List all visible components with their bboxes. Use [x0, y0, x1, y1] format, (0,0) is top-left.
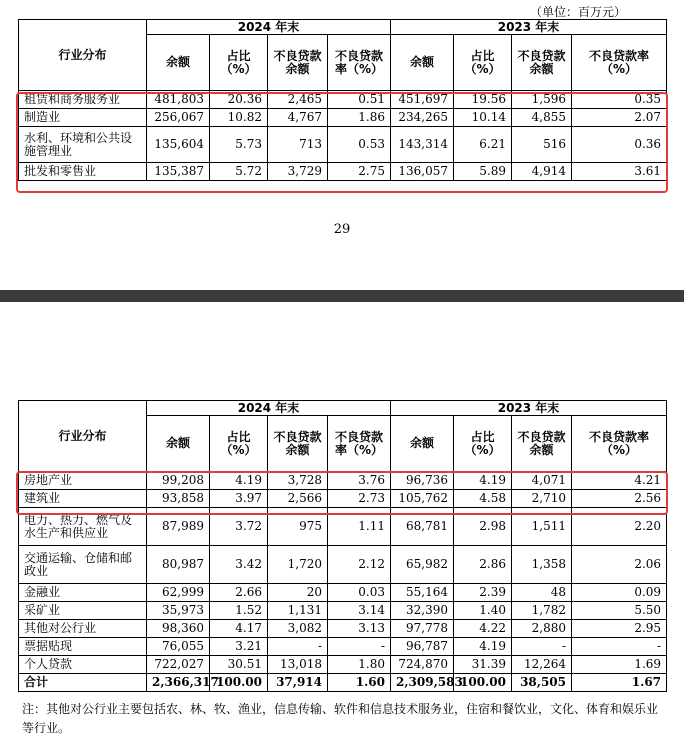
industry-name-cell: 房地产业	[19, 472, 147, 490]
value-cell-b23: 65,982	[391, 546, 454, 584]
value-cell-s23: 4.19	[454, 472, 512, 490]
value-cell-r23: 4.21	[572, 472, 667, 490]
industry-name-cell: 建筑业	[19, 490, 147, 508]
value-cell-b24: 87,989	[147, 508, 210, 546]
value-cell-n23: 38,505	[512, 674, 572, 692]
value-cell-s24: 3.97	[210, 490, 268, 508]
value-cell-b24: 62,999	[147, 584, 210, 602]
value-cell-n24: 975	[268, 508, 328, 546]
value-cell-n24: 3,729	[268, 163, 328, 181]
header-npl-ratio-2024: 不良贷款率（%）	[328, 416, 391, 472]
header-npl-balance-2023: 不良贷款余额	[512, 35, 572, 91]
value-cell-r24: -	[328, 638, 391, 656]
value-cell-r24: 3.13	[328, 620, 391, 638]
value-cell-n24: 20	[268, 584, 328, 602]
value-cell-b24: 35,973	[147, 602, 210, 620]
header-industry: 行业分布	[19, 401, 147, 472]
value-cell-s23: 31.39	[454, 656, 512, 674]
table-row	[19, 472, 667, 490]
value-cell-b24: 2,366,317	[147, 674, 210, 692]
value-cell-s23: 1.40	[454, 602, 512, 620]
value-cell-n23: 12,264	[512, 656, 572, 674]
table-row	[19, 490, 667, 508]
value-cell-b23: 451,697	[391, 91, 454, 109]
value-cell-r23: 5.50	[572, 602, 667, 620]
header-share-2023: 占比（%）	[454, 35, 512, 91]
value-cell-s24: 4.17	[210, 620, 268, 638]
value-cell-n24: -	[268, 638, 328, 656]
value-cell-r24: 3.76	[328, 472, 391, 490]
value-cell-b24: 135,604	[147, 127, 210, 163]
value-cell-r24: 2.73	[328, 490, 391, 508]
value-cell-n24: 2,465	[268, 91, 328, 109]
table-row	[19, 656, 667, 674]
header-balance-2024: 余额	[147, 35, 210, 91]
value-cell-r23: -	[572, 638, 667, 656]
value-cell-n23: 516	[512, 127, 572, 163]
value-cell-n24: 2,566	[268, 490, 328, 508]
value-cell-n23: 4,914	[512, 163, 572, 181]
value-cell-r24: 0.51	[328, 91, 391, 109]
value-cell-r24: 0.03	[328, 584, 391, 602]
unit-label: （单位：百万元）	[530, 5, 627, 19]
value-cell-s23: 19.56	[454, 91, 512, 109]
page-number: 29	[333, 222, 351, 237]
table-row	[19, 674, 667, 692]
header-year-2024: 2024 年末	[147, 401, 391, 416]
value-cell-b23: 68,781	[391, 508, 454, 546]
value-cell-b23: 55,164	[391, 584, 454, 602]
value-cell-b23: 136,057	[391, 163, 454, 181]
value-cell-s24: 5.72	[210, 163, 268, 181]
industry-name-cell: 合计	[19, 674, 147, 692]
value-cell-b23: 143,314	[391, 127, 454, 163]
value-cell-n24: 3,728	[268, 472, 328, 490]
value-cell-s23: 4.22	[454, 620, 512, 638]
value-cell-n23: 1,511	[512, 508, 572, 546]
value-cell-s24: 5.73	[210, 127, 268, 163]
value-cell-s24: 30.51	[210, 656, 268, 674]
value-cell-s24: 3.21	[210, 638, 268, 656]
value-cell-s23: 2.39	[454, 584, 512, 602]
header-npl-ratio-2023: 不良贷款率（%）	[572, 35, 667, 91]
value-cell-s24: 3.72	[210, 508, 268, 546]
header-year-2023: 2023 年末	[391, 401, 667, 416]
value-cell-b24: 93,858	[147, 490, 210, 508]
value-cell-n24: 4,767	[268, 109, 328, 127]
value-cell-n23: 4,855	[512, 109, 572, 127]
page-divider	[0, 290, 684, 302]
header-share-2024: 占比（%）	[210, 35, 268, 91]
value-cell-r23: 0.09	[572, 584, 667, 602]
header-npl-balance-2024: 不良贷款余额	[268, 35, 328, 91]
value-cell-s23: 4.19	[454, 638, 512, 656]
header-balance-2023: 余额	[391, 35, 454, 91]
value-cell-s24: 1.52	[210, 602, 268, 620]
value-cell-s23: 10.14	[454, 109, 512, 127]
value-cell-r24: 1.80	[328, 656, 391, 674]
header-year-2024: 2024 年末	[147, 20, 391, 35]
header-npl-balance-2023: 不良贷款余额	[512, 416, 572, 472]
value-cell-b24: 99,208	[147, 472, 210, 490]
value-cell-r23: 2.20	[572, 508, 667, 546]
value-cell-n24: 713	[268, 127, 328, 163]
value-cell-s24: 10.82	[210, 109, 268, 127]
value-cell-n24: 37,914	[268, 674, 328, 692]
header-npl-ratio-2023: 不良贷款率（%）	[572, 416, 667, 472]
value-cell-b23: 2,309,583	[391, 674, 454, 692]
industry-name-cell: 交通运输、仓储和邮政业	[19, 546, 147, 584]
header-industry: 行业分布	[19, 20, 147, 91]
value-cell-b23: 32,390	[391, 602, 454, 620]
value-cell-n24: 1,720	[268, 546, 328, 584]
value-cell-n24: 3,082	[268, 620, 328, 638]
table-row	[19, 127, 667, 163]
value-cell-n23: 1,596	[512, 91, 572, 109]
header-npl-balance-2024: 不良贷款余额	[268, 416, 328, 472]
value-cell-s24: 20.36	[210, 91, 268, 109]
value-cell-s24: 100.00	[210, 674, 268, 692]
value-cell-r23: 2.95	[572, 620, 667, 638]
header-npl-ratio-2024: 不良贷款率（%）	[328, 35, 391, 91]
industry-name-cell: 批发和零售业	[19, 163, 147, 181]
value-cell-r24: 1.86	[328, 109, 391, 127]
value-cell-n23: 2,710	[512, 490, 572, 508]
value-cell-r24: 0.53	[328, 127, 391, 163]
value-cell-r23: 2.06	[572, 546, 667, 584]
value-cell-r23: 2.07	[572, 109, 667, 127]
value-cell-b24: 481,803	[147, 91, 210, 109]
value-cell-b23: 105,762	[391, 490, 454, 508]
table-row	[19, 163, 667, 181]
value-cell-r23: 1.69	[572, 656, 667, 674]
footnote: 注：其他对公行业主要包括农、林、牧、渔业，信息传输、软件和信息技术服务业，住宿和餐饮业，文化、体育和娱乐业等行业。	[22, 702, 659, 735]
value-cell-r23: 0.36	[572, 127, 667, 163]
value-cell-s23: 4.58	[454, 490, 512, 508]
table-row	[19, 91, 667, 109]
value-cell-s24: 3.42	[210, 546, 268, 584]
value-cell-b24: 98,360	[147, 620, 210, 638]
value-cell-b24: 256,067	[147, 109, 210, 127]
table-row	[19, 602, 667, 620]
value-cell-b24: 135,387	[147, 163, 210, 181]
value-cell-r24: 2.75	[328, 163, 391, 181]
value-cell-n24: 1,131	[268, 602, 328, 620]
value-cell-b23: 234,265	[391, 109, 454, 127]
value-cell-r23: 0.35	[572, 91, 667, 109]
table-row	[19, 546, 667, 584]
table-row	[19, 508, 667, 546]
industry-name-cell: 制造业	[19, 109, 147, 127]
industry-name-cell: 水利、环境和公共设施管理业	[19, 127, 147, 163]
industry-name-cell: 金融业	[19, 584, 147, 602]
value-cell-s23: 2.98	[454, 508, 512, 546]
value-cell-r23: 3.61	[572, 163, 667, 181]
industry-name-cell: 电力、热力、燃气及水生产和供应业	[19, 508, 147, 546]
value-cell-n23: 2,880	[512, 620, 572, 638]
table-row	[19, 620, 667, 638]
value-cell-n23: 1,358	[512, 546, 572, 584]
industry-name-cell: 个人贷款	[19, 656, 147, 674]
value-cell-b24: 80,987	[147, 546, 210, 584]
table-row	[19, 638, 667, 656]
value-cell-b24: 76,055	[147, 638, 210, 656]
value-cell-r24: 1.60	[328, 674, 391, 692]
loan-industry-table-bottom	[18, 400, 667, 692]
industry-name-cell: 租赁和商务服务业	[19, 91, 147, 109]
value-cell-b23: 724,870	[391, 656, 454, 674]
value-cell-b23: 97,778	[391, 620, 454, 638]
header-balance-2023: 余额	[391, 416, 454, 472]
value-cell-n23: 4,071	[512, 472, 572, 490]
value-cell-r24: 1.11	[328, 508, 391, 546]
value-cell-s23: 5.89	[454, 163, 512, 181]
value-cell-s24: 4.19	[210, 472, 268, 490]
table-row	[19, 584, 667, 602]
value-cell-s24: 2.66	[210, 584, 268, 602]
value-cell-b23: 96,787	[391, 638, 454, 656]
header-share-2023: 占比（%）	[454, 416, 512, 472]
value-cell-r24: 3.14	[328, 602, 391, 620]
value-cell-r24: 2.12	[328, 546, 391, 584]
value-cell-n23: -	[512, 638, 572, 656]
header-balance-2024: 余额	[147, 416, 210, 472]
industry-name-cell: 其他对公行业	[19, 620, 147, 638]
value-cell-b23: 96,736	[391, 472, 454, 490]
value-cell-r23: 1.67	[572, 674, 667, 692]
value-cell-n23: 48	[512, 584, 572, 602]
industry-name-cell: 票据贴现	[19, 638, 147, 656]
loan-industry-table-top	[18, 19, 667, 181]
value-cell-b24: 722,027	[147, 656, 210, 674]
value-cell-s23: 2.86	[454, 546, 512, 584]
value-cell-s23: 100.00	[454, 674, 512, 692]
value-cell-n24: 13,018	[268, 656, 328, 674]
value-cell-s23: 6.21	[454, 127, 512, 163]
header-share-2024: 占比（%）	[210, 416, 268, 472]
table-row	[19, 109, 667, 127]
industry-name-cell: 采矿业	[19, 602, 147, 620]
value-cell-r23: 2.56	[572, 490, 667, 508]
value-cell-n23: 1,782	[512, 602, 572, 620]
header-year-2023: 2023 年末	[391, 20, 667, 35]
